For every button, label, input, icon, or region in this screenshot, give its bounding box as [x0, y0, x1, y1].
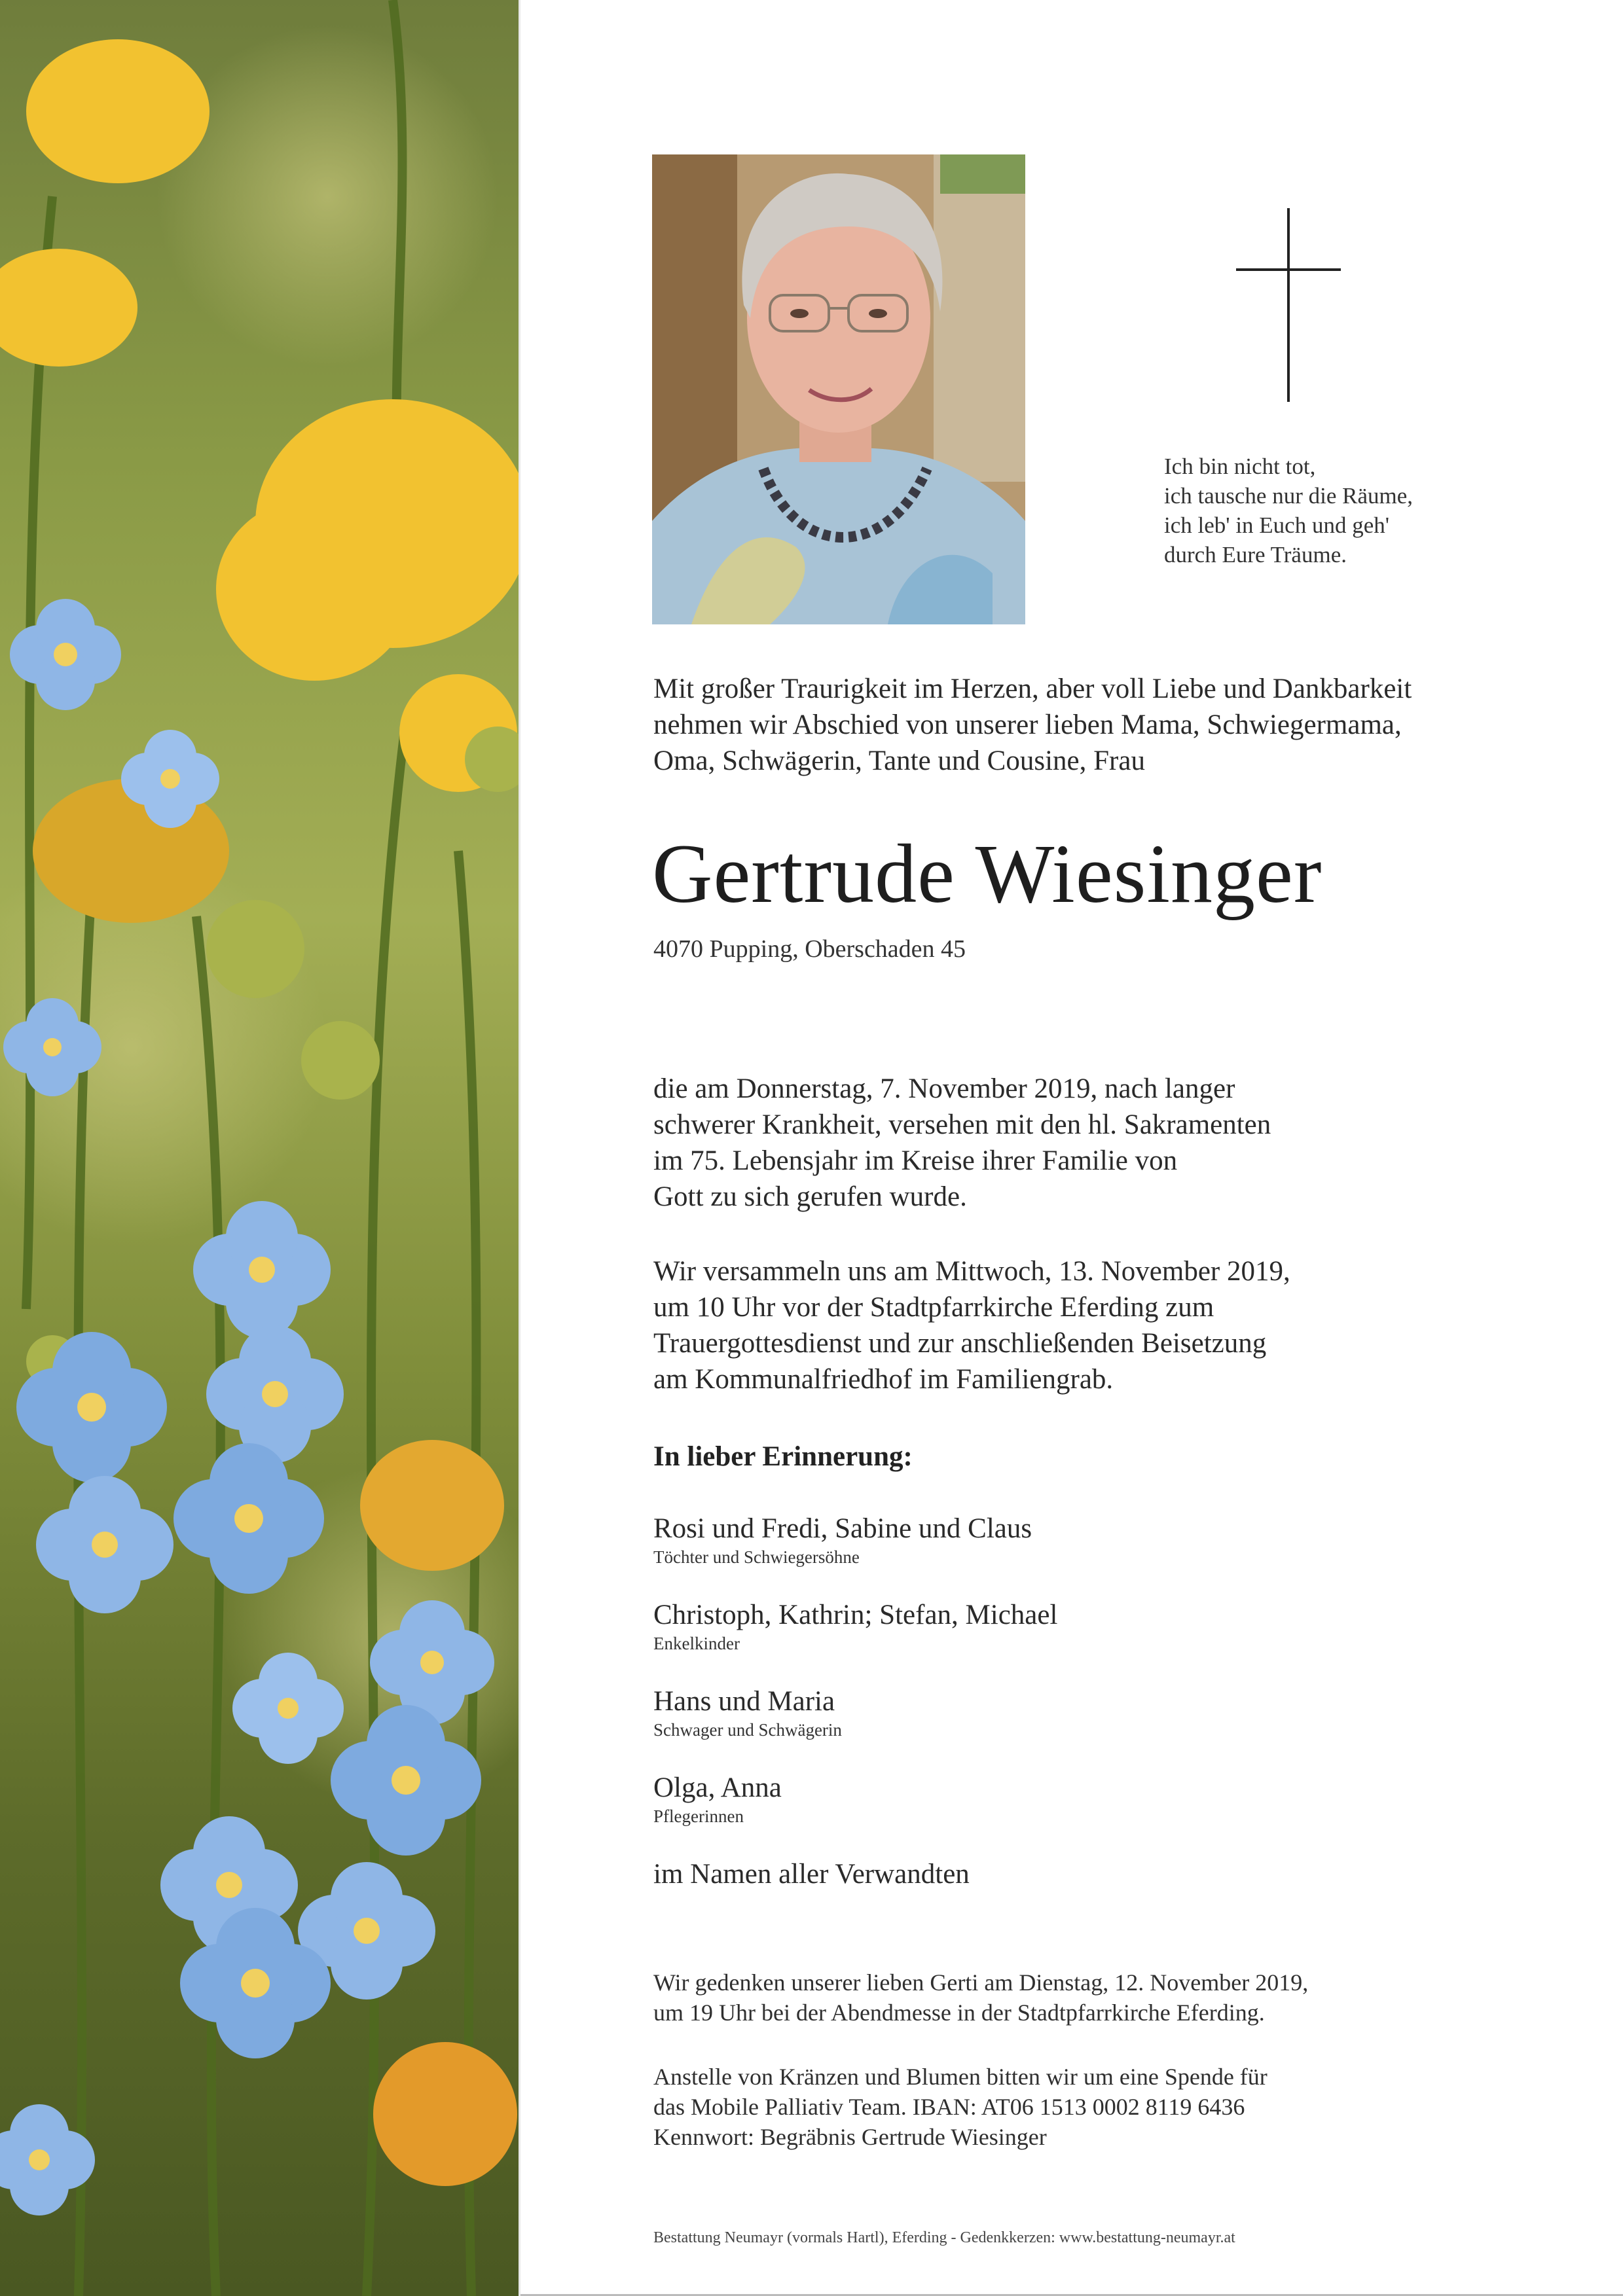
portrait-illustration — [652, 154, 1025, 624]
funeral-line: am Kommunalfriedhof im Familiengrab. — [653, 1364, 1114, 1395]
portrait-photo — [652, 154, 1025, 624]
funeral-line: Trauergottesdienst und zur anschließenden Beisetzung — [653, 1328, 1267, 1359]
death-notice-line: Gott zu sich gerufen wurde. — [653, 1181, 967, 1212]
mourner-relation: Pflegerinnen — [653, 1806, 744, 1826]
intro-line: Oma, Schwägerin, Tante und Cousine, Frau — [653, 745, 1145, 776]
mourner-names: Olga, Anna — [653, 1772, 782, 1803]
mourner-names: Christoph, Kathrin; Stefan, Michael — [653, 1600, 1058, 1630]
page-divider — [519, 0, 520, 2296]
mourners-closing — [653, 1856, 1570, 1892]
poem-line: durch Eure Träume. — [1164, 542, 1347, 567]
poem-text — [1164, 452, 1531, 569]
funeral-line: um 10 Uhr vor der Stadtpfarrkirche Eferding zum — [653, 1292, 1214, 1323]
mourner-names: Hans und Maria — [653, 1686, 835, 1717]
donation-line: das Mobile Palliativ Team. IBAN: AT06 1513 0002 8119 6436 — [653, 2094, 1245, 2120]
poem-line: ich tausche nur die Räume, — [1164, 483, 1413, 509]
footer-text: Bestattung Neumayr (vormals Hartl), Eferding - Gedenkkerzen: www.bestattung-neumayr.at — [653, 2229, 1235, 2246]
poem-line: ich leb' in Euch und geh' — [1164, 512, 1390, 538]
death-notice-line: schwerer Krankheit, versehen mit den hl. Sakramenten — [653, 1109, 1271, 1140]
poem-line: Ich bin nicht tot, — [1164, 454, 1316, 479]
mourner-names: Rosi und Fredi, Sabine und Claus — [653, 1513, 1032, 1544]
intro-line: nehmen wir Abschied von unserer lieben Mama, Schwiegermama, — [653, 709, 1402, 740]
death-notice-line: die am Donnerstag, 7. November 2019, nach langer — [653, 1073, 1235, 1104]
donation-line: Kennwort: Begräbnis Gertrude Wiesinger — [653, 2124, 1047, 2150]
mourner-group — [653, 1685, 842, 1741]
flower-illustration — [0, 0, 519, 2296]
cross-icon — [1236, 208, 1341, 404]
intro-paragraph — [653, 671, 1570, 779]
funeral-paragraph — [653, 1253, 1570, 1397]
donation-paragraph — [653, 2062, 1570, 2152]
mourner-group — [653, 1598, 1057, 1655]
funeral-line: Wir versammeln uns am Mittwoch, 13. November 2019, — [653, 1256, 1290, 1287]
death-notice-paragraph — [653, 1071, 1570, 1215]
mourner-relation: Enkelkinder — [653, 1634, 740, 1653]
mourner-group — [653, 1512, 1032, 1568]
mourner-relation: Töchter und Schwiegersöhne — [653, 1547, 860, 1567]
intro-line: Mit großer Traurigkeit im Herzen, aber voll Liebe und Dankbarkeit — [653, 673, 1412, 704]
mourner-relation: Schwager und Schwägerin — [653, 1720, 842, 1740]
closing-line: im Namen aller Verwandten — [653, 1859, 970, 1890]
flower-background-image — [0, 0, 519, 2296]
donation-line: Anstelle von Kränzen und Blumen bitten wir um eine Spende für — [653, 2064, 1267, 2090]
mourner-group — [653, 1771, 782, 1827]
deceased-name: Gertrude Wiesinger — [652, 827, 1322, 920]
memorial-paragraph — [653, 1967, 1570, 2028]
memorial-line: Wir gedenken unserer lieben Gerti am Dienstag, 12. November 2019, — [653, 1969, 1309, 1996]
mourners-heading: In lieber Erinnerung: — [653, 1441, 913, 1472]
deceased-address: 4070 Pupping, Oberschaden 45 — [653, 935, 966, 963]
memorial-line: um 19 Uhr bei der Abendmesse in der Stadtpfarrkirche Eferding. — [653, 2000, 1265, 2026]
death-notice-line: im 75. Lebensjahr im Kreise ihrer Familie von — [653, 1145, 1178, 1176]
